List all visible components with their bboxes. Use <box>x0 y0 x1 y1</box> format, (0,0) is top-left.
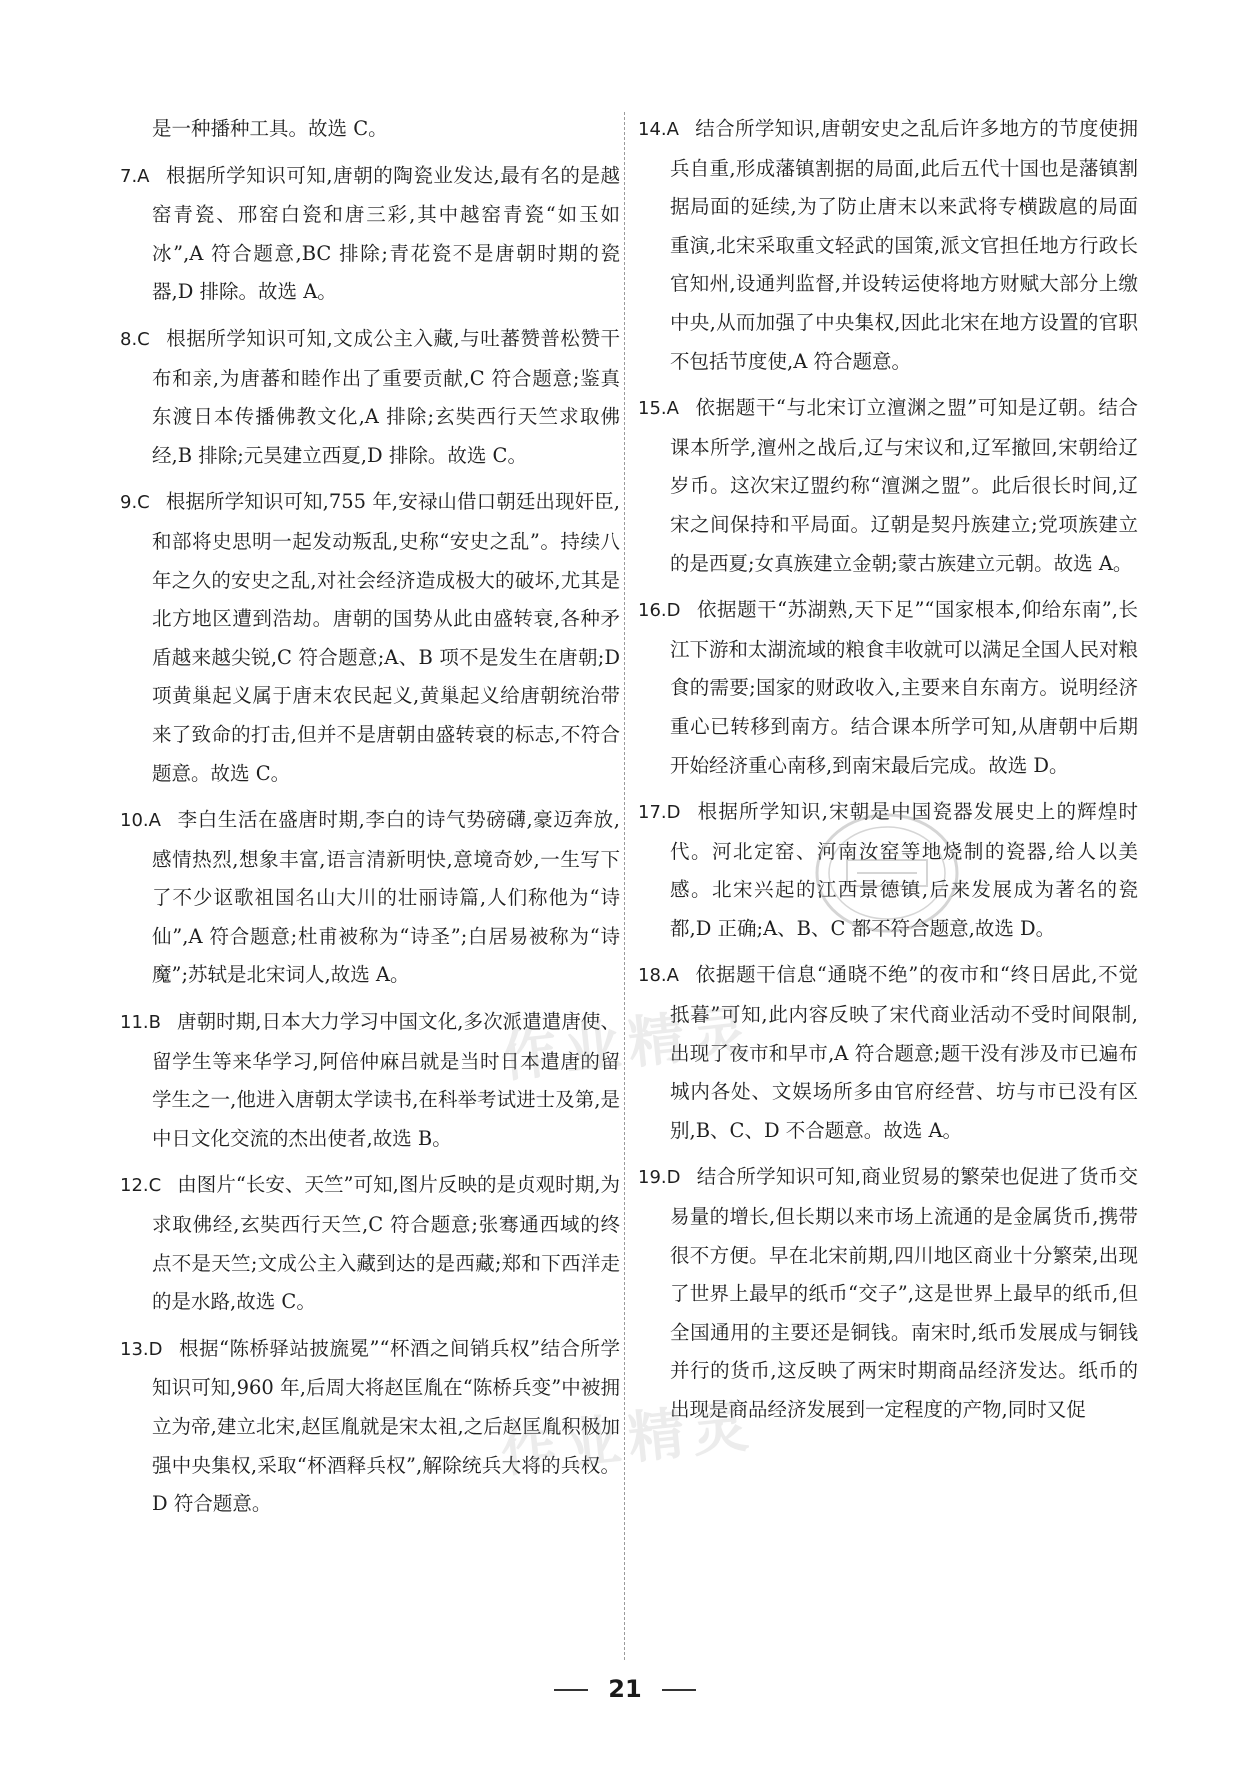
answer-text: 唐朝时期,日本大力学习中国文化,多次派遣遣唐使、留学生等来华学习,阿倍仲麻吕就是当时日本遣唐的留学生之一,他进入唐朝太学读书,在科举考试进士及第,是中日文化交流的杰出使者,故选 B。 <box>152 1010 620 1150</box>
answer-text: 是一种播种工具。故选 C。 <box>152 117 388 140</box>
answer-text: 根据所学知识可知,唐朝的陶瓷业发达,最有名的是越窑青瓷、邢窑白瓷和唐三彩,其中越窑青瓷“如玉如冰”,A 符合题意,BC 排除;青花瓷不是唐朝时期的瓷器,D 排除。故选 A。 <box>152 163 620 304</box>
answer-column-left <box>120 110 620 1532</box>
answer-number: 10.A <box>120 810 161 832</box>
answer-text: 根据所学知识可知,755 年,安禄山借口朝廷出现奸臣,和部将史思明一起发动叛乱,史称“安史之乱”。持续八年之久的安史之乱,对社会经济造成极大的破坏,尤其是北方地区遭到浩劫。唐朝的国势从此由盛转衰,各种矛盾越来越尖锐,C 符合题意;A、B 项不是发生在唐朝;D 项黄巢起义属于唐末农民起义,黄巢起义给唐朝统治带来了致命的打击,但并不是唐朝由盛转衰的标志,不符合题意。故选 C。 <box>152 490 620 785</box>
answer-number: 9.C <box>120 492 150 514</box>
answer-item <box>120 157 620 312</box>
column-divider <box>624 112 625 1660</box>
answer-text: 李白生活在盛唐时期,李白的诗气势磅礴,豪迈奔放,感情热烈,想象丰富,语言清新明快,意境奇妙,一生写下了不少讴歌祖国名山大川的壮丽诗篇,人们称他为“诗仙”,A 符合题意;杜甫被称为“诗圣”;白居易被称为“诗魔”;苏轼是北宋词人,故选 A。 <box>152 808 620 987</box>
answer-text: 根据所学知识可知,文成公主入藏,与吐蕃赞普松赞干布和亲,为唐蕃和睦作出了重要贡献,C 符合题意;鉴真东渡日本传播佛教文化,A 排除;玄奘西行天竺求取佛经,B 排除;元昊建立西夏,D 排除。故选 C。 <box>152 326 620 467</box>
answer-text: 由图片“长安、天竺”可知,图片反映的是贞观时期,为求取佛经,玄奘西行天竺,C 符合题意;张骞通西域的终点不是天竺;文成公主入藏到达的是西藏;郑和下西洋走的是水路,故选 C。 <box>152 1173 620 1314</box>
answer-item <box>638 793 1138 948</box>
answer-number: 15.A <box>638 398 679 420</box>
watermark-text: 作业精灵 <box>497 998 760 1091</box>
watermark-text: 作业精灵 <box>497 1393 760 1486</box>
answer-number: 16.D <box>638 600 681 622</box>
answer-item <box>120 801 620 995</box>
answer-item <box>120 1166 620 1321</box>
answer-text: 根据“陈桥驿站披旒冕”“杯酒之间销兵权”结合所学知识可知,960 年,后周大将赵匡胤在“陈桥兵变”中被拥立为帝,建立北宋,赵匡胤就是宋太祖,之后赵匡胤积极加强中央集权,采取“杯酒释兵权”,解除统兵大将的兵权。D 符合题意。 <box>152 1336 620 1516</box>
answer-number: 14.A <box>638 119 679 140</box>
answer-item <box>638 110 1138 381</box>
answer-number: 11.B <box>120 1012 161 1034</box>
answer-number: 13.D <box>120 1338 163 1360</box>
answer-number: 7.A <box>120 165 150 187</box>
answer-item <box>638 389 1138 583</box>
footer-dash-left <box>554 1689 588 1691</box>
answer-text: 结合所学知识,唐朝安史之乱后许多地方的节度使拥兵自重,形成藩镇割据的局面,此后五代十国也是藩镇割据局面的延续,为了防止唐末以来武将专横跋扈的局面重演,北宋采取重文轻武的国策,派文官担任地方行政长官知州,设通判监督,并设转运使将地方财赋大部分上缴中央,从而加强了中央集权,因此北宋在地方设置的官职不包括节度使,A 符合题意。 <box>670 117 1138 373</box>
answer-number: 12.C <box>120 1175 162 1197</box>
answer-text: 根据所学知识,宋朝是中国瓷器发展史上的辉煌时代。河北定窑、河南汝窑等地烧制的瓷器,给人以美感。北宋兴起的江西景德镇,后来发展成为著名的瓷都,D 正确;A、B、C 都不符合题意,故选 D。 <box>670 800 1138 940</box>
footer-dash-right <box>662 1689 696 1691</box>
answer-item <box>638 956 1138 1150</box>
answer-number: 17.D <box>638 802 681 824</box>
answer-item <box>120 1330 620 1524</box>
answer-text: 依据题干信息“通晓不绝”的夜市和“终日居此,不觉抵暮”可知,此内容反映了宋代商业活动不受时间限制,出现了夜市和早市,A 符合题意;题干没有涉及市已遍布城内各处、文娱场所多由官府经营、坊与市已没有区别,B、C、D 不合题意。故选 A。 <box>670 963 1138 1142</box>
answer-text: 结合所学知识可知,商业贸易的繁荣也促进了货币交易量的增长,但长期以来市场上流通的是金属货币,携带很不方便。早在北宋前期,四川地区商业十分繁荣,出现了世界上最早的纸币“交子”,这是世界上最早的纸币,但全国通用的主要还是铜钱。南宋时,纸币发展成与铜钱并行的货币,这反映了两宋时期商品经济发达。纸币的出现是商品经济发展到一定程度的产物,同时又促 <box>670 1165 1138 1421</box>
page-number: 21 <box>608 1675 642 1703</box>
answer-item <box>638 591 1138 785</box>
answer-item <box>120 320 620 475</box>
answer-item <box>120 483 620 793</box>
answer-text: 依据题干“苏湖熟,天下足”“国家根本,仰给东南”,长江下游和太湖流域的粮食丰收就可以满足全国人民对粮食的需要;国家的财政收入,主要来自东南方。说明经济重心已转移到南方。结合课本所学可知,从唐朝中后期开始经济重心南移,到南宋最后完成。故选 D。 <box>670 598 1139 777</box>
answer-number: 19.D <box>638 1167 681 1189</box>
answer-item <box>120 1003 620 1158</box>
answer-number: 18.A <box>638 965 679 987</box>
answer-number: 8.C <box>120 328 150 350</box>
answer-item <box>120 110 620 149</box>
answer-item <box>638 1158 1138 1429</box>
answer-column-right <box>638 110 1138 1438</box>
page-footer <box>0 1675 1250 1703</box>
answer-text: 依据题干“与北宋订立澶渊之盟”可知是辽朝。结合课本所学,澶州之战后,辽与宋议和,辽军撤回,宋朝给辽岁币。这次宋辽盟约称“澶渊之盟”。此后很长时间,辽宋之间保持和平局面。辽朝是契丹族建立;党项族建立的是西夏;女真族建立金朝;蒙古族建立元朝。故选 A。 <box>670 396 1138 575</box>
